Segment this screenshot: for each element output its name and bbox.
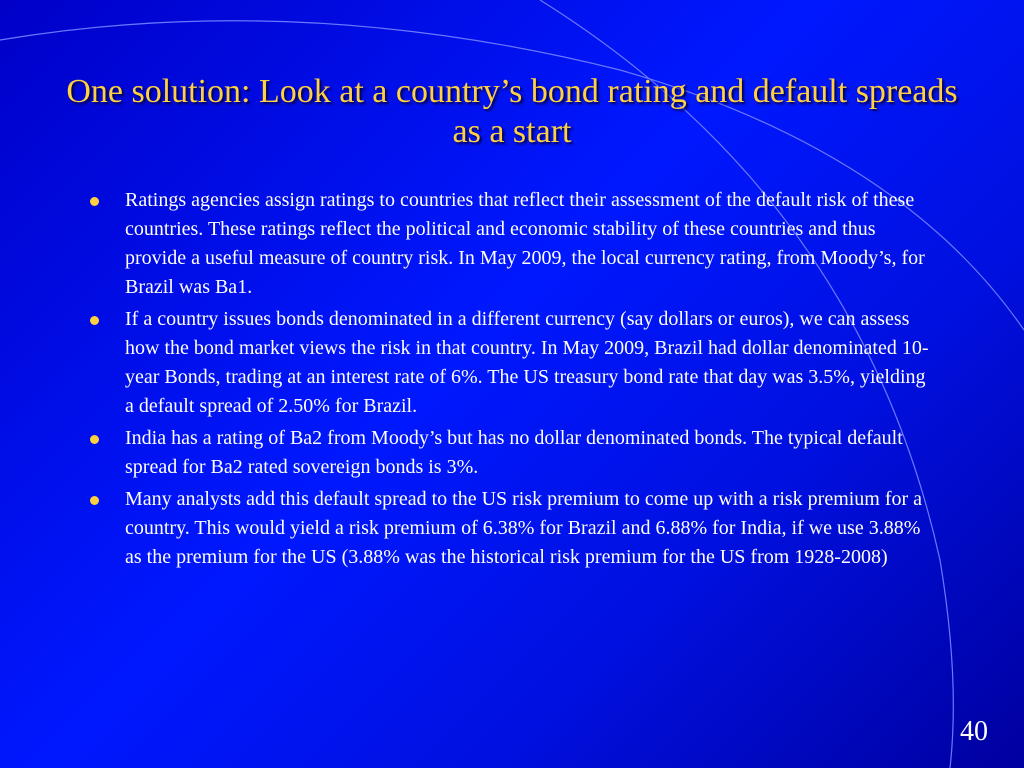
bullet-icon — [90, 496, 99, 505]
bullet-item — [88, 186, 938, 302]
bullet-text: If a country issues bonds denominated in a different currency (say dollars or euros), we can assess how the bond market views the risk in that country. In May 2009, Brazil had dollar denominated 10-year Bonds, trading at an interest rate of 6%. The US treasury bond rate that day was 3.5%, yielding a default spread of 2.50% for Brazil. — [125, 308, 929, 417]
bullet-icon — [90, 435, 99, 444]
bullet-list — [88, 186, 938, 575]
bullet-item — [88, 424, 938, 482]
page-number: 40 — [960, 716, 988, 747]
bullet-item — [88, 305, 938, 421]
bullet-icon — [90, 197, 99, 206]
bullet-icon — [90, 316, 99, 325]
slide-title: One solution: Look at a country’s bond rating and default spreads as a start — [66, 73, 958, 150]
bullet-text: India has a rating of Ba2 from Moody’s but has no dollar denominated bonds. The typical default spread for Ba2 rated sovereign bonds is 3%. — [125, 427, 903, 478]
bullet-item — [88, 485, 938, 572]
bullet-text: Many analysts add this default spread to the US risk premium to come up with a risk premium for a country. This would yield a risk premium of 6.38% for Brazil and 6.88% for India, if we use 3.88% as the premium for the US (3.88% was the historical risk premium for the US from 1928-2008) — [125, 488, 923, 568]
bullet-text: Ratings agencies assign ratings to countries that reflect their assessment of the default risk of these countries. These ratings reflect the political and economic stability of these countries and thus provide a useful measure of country risk. In May 2009, the local currency rating, from Moody’s, for Brazil was Ba1. — [125, 189, 925, 298]
